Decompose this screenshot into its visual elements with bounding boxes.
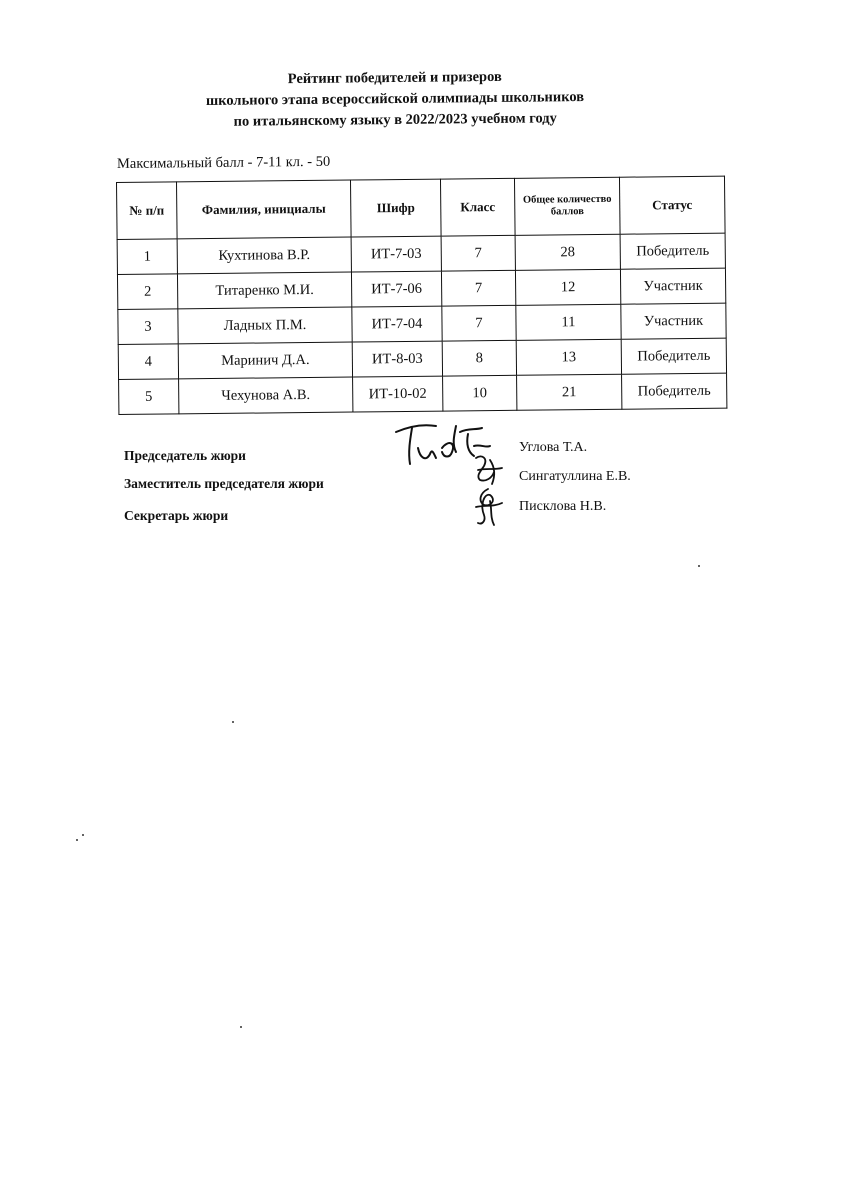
max-score-note: Максимальный балл - 7-11 кл. - 50	[116, 153, 331, 172]
jury-name-deputy: Сингатуллина Е.В.	[519, 469, 631, 484]
cell-grade: 7	[442, 305, 516, 341]
header-number: № п/п	[117, 182, 178, 240]
cell-name: Чехунова А.В.	[179, 377, 353, 414]
jury-name-chair: Углова Т.А.	[519, 440, 588, 455]
scan-speck	[82, 834, 84, 836]
header-grade: Класс	[440, 178, 515, 236]
cell-number: 4	[118, 344, 178, 380]
cell-score: 21	[517, 374, 622, 410]
signature-deputy-icon	[468, 452, 508, 488]
cell-status: Победитель	[621, 338, 726, 374]
jury-role-secretary: Секретарь жюри	[124, 508, 229, 523]
cell-number: 1	[117, 239, 177, 275]
cell-status: Участник	[621, 303, 726, 339]
title-line-3: по итальянскому языку в 2022/2023 учебном году	[233, 110, 557, 130]
scan-speck	[240, 1026, 242, 1028]
header-name: Фамилия, инициалы	[177, 180, 352, 239]
results-table-wrapper	[116, 176, 726, 415]
cell-grade: 8	[442, 340, 516, 376]
cell-score: 28	[515, 234, 620, 270]
cell-code: ИТ-10-02	[353, 376, 443, 412]
cell-code: ИТ-7-06	[351, 271, 441, 307]
cell-code: ИТ-8-03	[352, 341, 442, 377]
scan-speck	[232, 721, 234, 723]
cell-status: Победитель	[622, 373, 727, 409]
jury-role-deputy: Заместитель председателя жюри	[124, 476, 324, 491]
jury-name-secretary: Писклова Н.В.	[519, 499, 607, 514]
cell-name: Титаренко М.И.	[177, 272, 351, 309]
scan-speck	[698, 565, 700, 567]
results-table	[116, 176, 727, 415]
header-status: Статус	[619, 176, 725, 234]
cell-number: 5	[119, 379, 179, 415]
jury-role-chair: Председатель жюри	[124, 448, 246, 463]
table-header-row	[117, 176, 726, 239]
header-code: Шифр	[350, 179, 441, 237]
cell-grade: 10	[443, 375, 517, 411]
cell-name: Маринич Д.А.	[178, 342, 352, 379]
cell-code: ИТ-7-04	[352, 306, 442, 342]
title-line-1: Рейтинг победителей и призеров	[287, 68, 502, 88]
cell-number: 3	[118, 309, 178, 345]
table-row	[119, 373, 727, 414]
cell-grade: 7	[441, 270, 515, 306]
cell-grade: 7	[441, 235, 515, 271]
cell-code: ИТ-7-03	[351, 236, 441, 272]
signature-secretary-icon	[470, 485, 506, 529]
title-line-2: школьного этапа всероссийской олимпиады школьников	[205, 89, 585, 109]
cell-status: Участник	[620, 268, 725, 304]
cell-score: 13	[516, 339, 621, 375]
cell-name: Ладных П.М.	[178, 307, 352, 344]
cell-name: Кухтинова В.Р.	[177, 237, 351, 274]
cell-number: 2	[117, 274, 177, 310]
document-title	[150, 65, 641, 133]
header-total-score: Общее количество баллов	[514, 177, 620, 235]
cell-status: Победитель	[620, 233, 725, 269]
cell-score: 11	[516, 304, 621, 340]
scan-speck	[76, 839, 78, 841]
cell-score: 12	[515, 269, 620, 305]
